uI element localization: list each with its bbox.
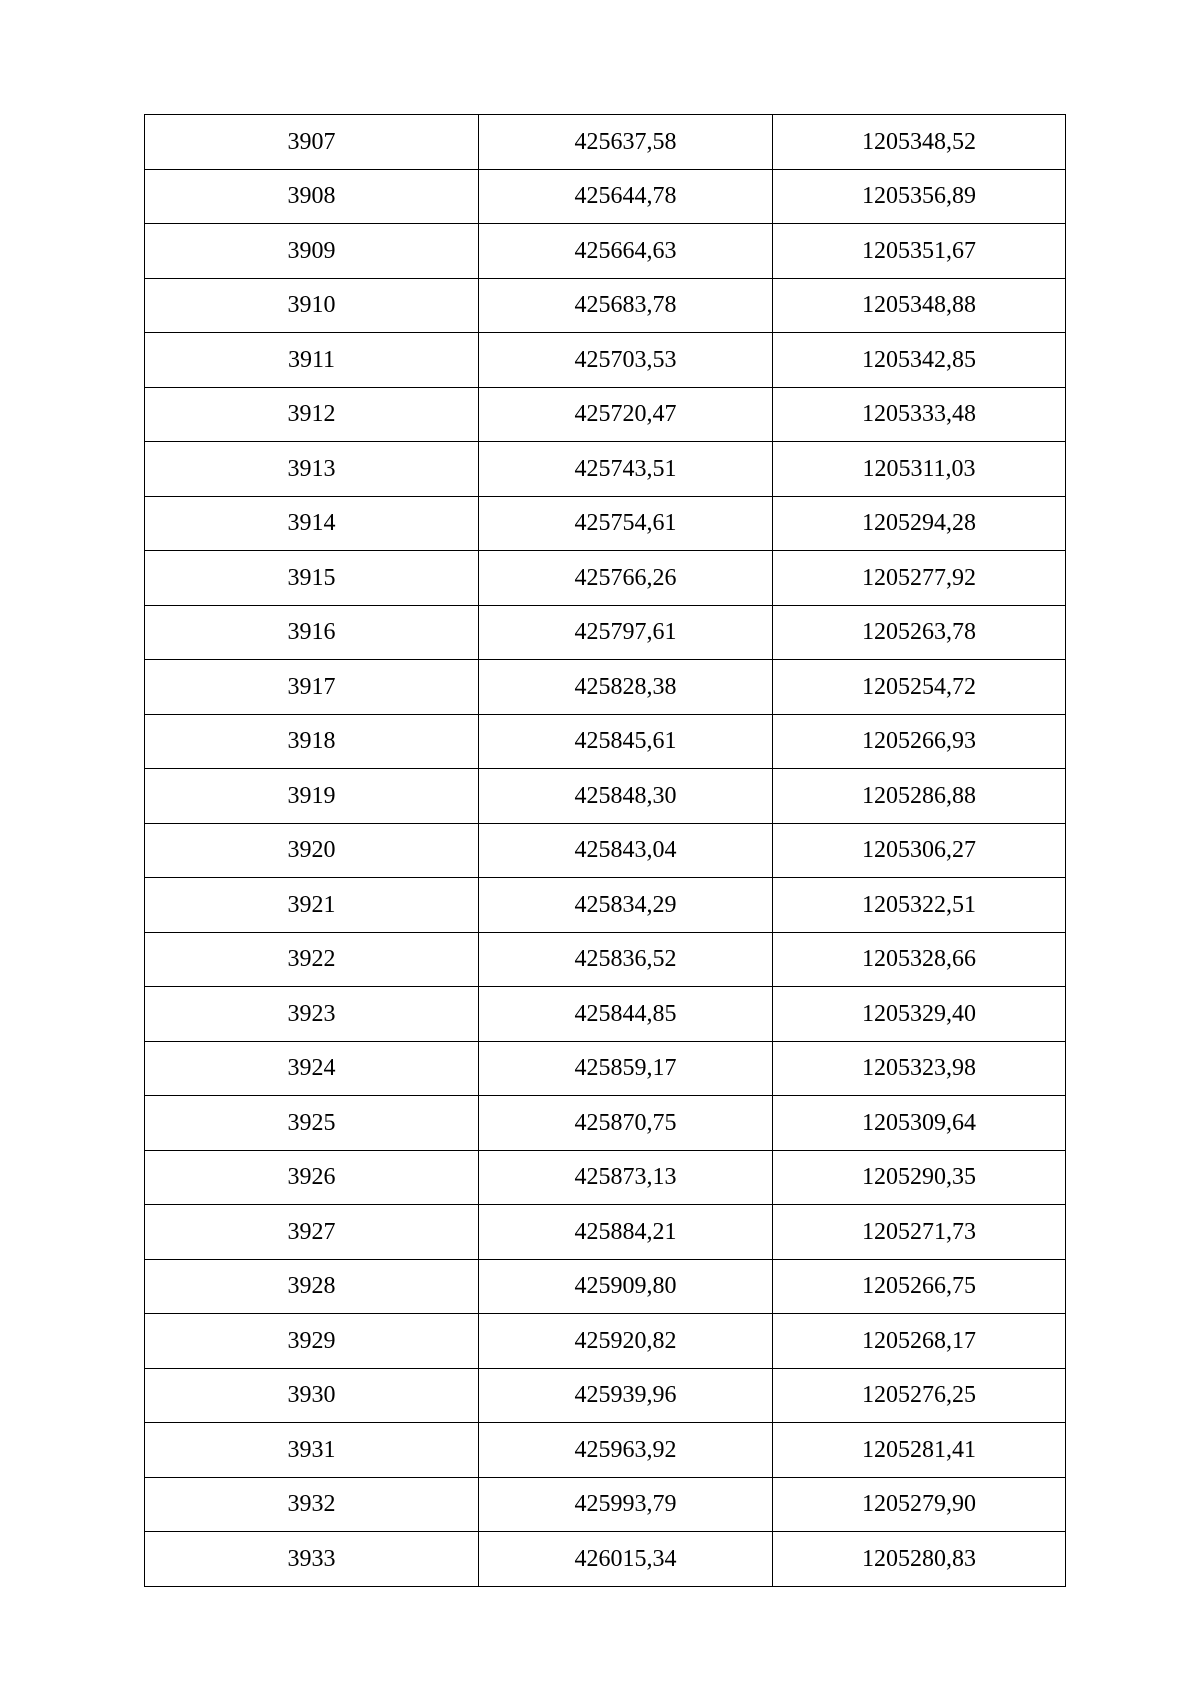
table-row <box>145 496 1066 551</box>
x-coordinate-cell: 425870,75 <box>479 1096 773 1151</box>
x-coordinate-cell: 425859,17 <box>479 1041 773 1096</box>
point-number-cell: 3931 <box>145 1423 479 1478</box>
table-row <box>145 333 1066 388</box>
point-number-cell: 3910 <box>145 278 479 333</box>
coordinates-table-body <box>145 115 1066 1587</box>
x-coordinate-cell: 425873,13 <box>479 1150 773 1205</box>
point-number-cell: 3928 <box>145 1259 479 1314</box>
point-number-cell: 3929 <box>145 1314 479 1369</box>
x-coordinate-cell: 425720,47 <box>479 387 773 442</box>
y-coordinate-cell: 1205351,67 <box>773 224 1066 279</box>
point-number-cell: 3925 <box>145 1096 479 1151</box>
point-number-cell: 3926 <box>145 1150 479 1205</box>
x-coordinate-cell: 425637,58 <box>479 115 773 170</box>
point-number-cell: 3913 <box>145 442 479 497</box>
x-coordinate-cell: 425848,30 <box>479 769 773 824</box>
table-row <box>145 714 1066 769</box>
coordinates-table <box>144 114 1066 1587</box>
point-number-cell: 3921 <box>145 878 479 933</box>
x-coordinate-cell: 425909,80 <box>479 1259 773 1314</box>
y-coordinate-cell: 1205290,35 <box>773 1150 1066 1205</box>
y-coordinate-cell: 1205333,48 <box>773 387 1066 442</box>
point-number-cell: 3912 <box>145 387 479 442</box>
y-coordinate-cell: 1205276,25 <box>773 1368 1066 1423</box>
y-coordinate-cell: 1205323,98 <box>773 1041 1066 1096</box>
y-coordinate-cell: 1205329,40 <box>773 987 1066 1042</box>
point-number-cell: 3915 <box>145 551 479 606</box>
x-coordinate-cell: 425884,21 <box>479 1205 773 1260</box>
point-number-cell: 3909 <box>145 224 479 279</box>
x-coordinate-cell: 426015,34 <box>479 1532 773 1587</box>
point-number-cell: 3920 <box>145 823 479 878</box>
x-coordinate-cell: 425844,85 <box>479 987 773 1042</box>
x-coordinate-cell: 425845,61 <box>479 714 773 769</box>
table-row <box>145 1150 1066 1205</box>
table-row <box>145 169 1066 224</box>
y-coordinate-cell: 1205342,85 <box>773 333 1066 388</box>
point-number-cell: 3930 <box>145 1368 479 1423</box>
point-number-cell: 3923 <box>145 987 479 1042</box>
point-number-cell: 3927 <box>145 1205 479 1260</box>
y-coordinate-cell: 1205268,17 <box>773 1314 1066 1369</box>
x-coordinate-cell: 425703,53 <box>479 333 773 388</box>
table-row <box>145 1368 1066 1423</box>
y-coordinate-cell: 1205322,51 <box>773 878 1066 933</box>
x-coordinate-cell: 425766,26 <box>479 551 773 606</box>
x-coordinate-cell: 425754,61 <box>479 496 773 551</box>
x-coordinate-cell: 425836,52 <box>479 932 773 987</box>
point-number-cell: 3907 <box>145 115 479 170</box>
point-number-cell: 3917 <box>145 660 479 715</box>
y-coordinate-cell: 1205311,03 <box>773 442 1066 497</box>
table-row <box>145 115 1066 170</box>
table-row <box>145 987 1066 1042</box>
table-row <box>145 1096 1066 1151</box>
y-coordinate-cell: 1205266,75 <box>773 1259 1066 1314</box>
x-coordinate-cell: 425834,29 <box>479 878 773 933</box>
x-coordinate-cell: 425797,61 <box>479 605 773 660</box>
table-row <box>145 224 1066 279</box>
point-number-cell: 3922 <box>145 932 479 987</box>
table-row <box>145 660 1066 715</box>
table-row <box>145 823 1066 878</box>
table-row <box>145 605 1066 660</box>
y-coordinate-cell: 1205286,88 <box>773 769 1066 824</box>
x-coordinate-cell: 425843,04 <box>479 823 773 878</box>
table-row <box>145 878 1066 933</box>
y-coordinate-cell: 1205356,89 <box>773 169 1066 224</box>
point-number-cell: 3919 <box>145 769 479 824</box>
y-coordinate-cell: 1205328,66 <box>773 932 1066 987</box>
point-number-cell: 3933 <box>145 1532 479 1587</box>
y-coordinate-cell: 1205266,93 <box>773 714 1066 769</box>
y-coordinate-cell: 1205309,64 <box>773 1096 1066 1151</box>
x-coordinate-cell: 425920,82 <box>479 1314 773 1369</box>
y-coordinate-cell: 1205348,88 <box>773 278 1066 333</box>
y-coordinate-cell: 1205294,28 <box>773 496 1066 551</box>
x-coordinate-cell: 425993,79 <box>479 1477 773 1532</box>
x-coordinate-cell: 425743,51 <box>479 442 773 497</box>
y-coordinate-cell: 1205254,72 <box>773 660 1066 715</box>
y-coordinate-cell: 1205306,27 <box>773 823 1066 878</box>
y-coordinate-cell: 1205263,78 <box>773 605 1066 660</box>
table-row <box>145 442 1066 497</box>
table-row <box>145 1532 1066 1587</box>
point-number-cell: 3918 <box>145 714 479 769</box>
table-row <box>145 1477 1066 1532</box>
y-coordinate-cell: 1205280,83 <box>773 1532 1066 1587</box>
x-coordinate-cell: 425644,78 <box>479 169 773 224</box>
point-number-cell: 3908 <box>145 169 479 224</box>
y-coordinate-cell: 1205348,52 <box>773 115 1066 170</box>
table-row <box>145 387 1066 442</box>
table-row <box>145 1314 1066 1369</box>
table-row <box>145 551 1066 606</box>
point-number-cell: 3932 <box>145 1477 479 1532</box>
table-row <box>145 769 1066 824</box>
table-row <box>145 278 1066 333</box>
table-row <box>145 1423 1066 1478</box>
y-coordinate-cell: 1205271,73 <box>773 1205 1066 1260</box>
x-coordinate-cell: 425963,92 <box>479 1423 773 1478</box>
point-number-cell: 3911 <box>145 333 479 388</box>
x-coordinate-cell: 425683,78 <box>479 278 773 333</box>
y-coordinate-cell: 1205281,41 <box>773 1423 1066 1478</box>
table-row <box>145 1205 1066 1260</box>
table-row <box>145 1259 1066 1314</box>
y-coordinate-cell: 1205279,90 <box>773 1477 1066 1532</box>
point-number-cell: 3916 <box>145 605 479 660</box>
x-coordinate-cell: 425828,38 <box>479 660 773 715</box>
table-row <box>145 1041 1066 1096</box>
table-row <box>145 932 1066 987</box>
point-number-cell: 3924 <box>145 1041 479 1096</box>
y-coordinate-cell: 1205277,92 <box>773 551 1066 606</box>
x-coordinate-cell: 425939,96 <box>479 1368 773 1423</box>
x-coordinate-cell: 425664,63 <box>479 224 773 279</box>
point-number-cell: 3914 <box>145 496 479 551</box>
